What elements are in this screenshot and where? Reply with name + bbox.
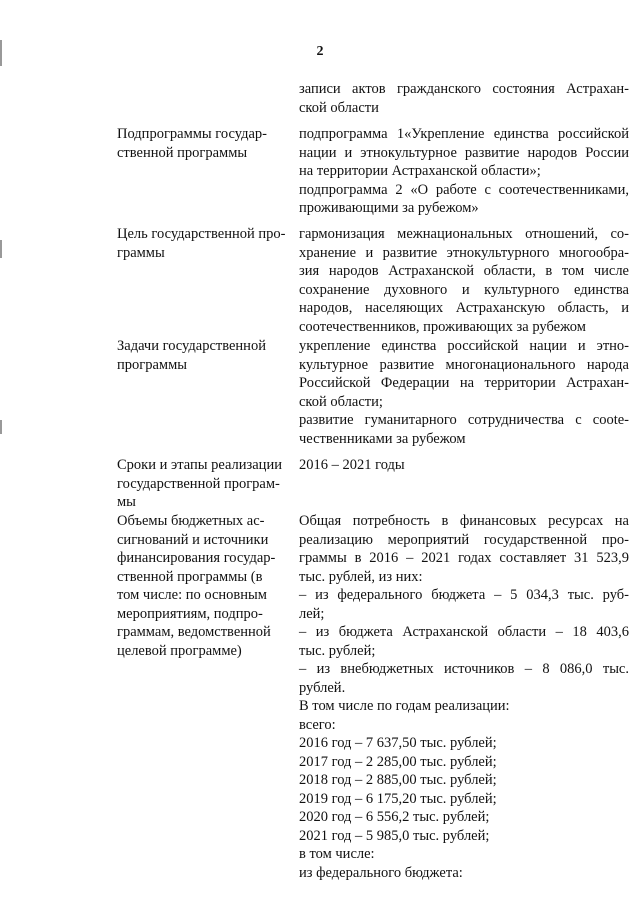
row-value — [299, 80, 629, 117]
value-line: укрепление единства российской нации и этно- — [299, 338, 629, 354]
label-line: целевой программе) — [117, 642, 242, 659]
value-line: рублей. — [299, 679, 346, 696]
label-line: Сроки и этапы реализации — [117, 457, 282, 473]
value-line: соотечественников, проживающих за рубежом — [299, 318, 586, 335]
row-value — [299, 337, 629, 448]
row-value — [299, 125, 629, 218]
value-line: Общая потребность в финансовых ресурсах на — [299, 513, 629, 529]
label-line: ственной программы (в — [117, 568, 263, 585]
label-line: Подпрограммы государ- — [117, 126, 267, 142]
value-line: – из внебюджетных источников – 8 086,0 тыс. — [299, 661, 629, 677]
value-line: Российской Федерации на территории Астрахан- — [299, 375, 629, 391]
label-line: финансирования государ- — [117, 550, 276, 566]
label-line: том числе: по основным — [117, 587, 267, 603]
row-label — [117, 225, 287, 262]
value-line: гармонизация межнациональных отношений, со- — [299, 226, 629, 242]
value-line: подпрограмма 2 «О работе с соотечественниками, — [299, 181, 629, 198]
value-line: В том числе по годам реализации: — [299, 698, 510, 714]
value-line: ской области; — [299, 393, 383, 410]
row-value — [299, 456, 629, 475]
row-label — [117, 125, 287, 162]
label-line: Задачи государственной — [117, 338, 266, 354]
value-line: ской области — [299, 99, 379, 116]
scan-edge-mark — [0, 40, 2, 66]
label-line: программы — [117, 356, 187, 373]
value-line: 2016 – 2021 годы — [299, 457, 405, 473]
value-line: проживающими за рубежом» — [299, 200, 479, 216]
value-line: всего: — [299, 716, 336, 733]
value-line: на территории Астраханской области»; — [299, 163, 541, 179]
value-line: в том числе: — [299, 846, 375, 862]
value-line: нации и этнокультурное развитие народов России — [299, 144, 629, 161]
row-label — [117, 337, 287, 374]
value-line: народов, населяющих Астраханскую область, и — [299, 300, 629, 316]
row-label — [117, 512, 287, 660]
label-line: ственной программы — [117, 144, 248, 161]
label-line: государственной програм- — [117, 475, 280, 492]
value-line: сохранение духовного и культурного единства — [299, 281, 629, 298]
value-line: 2019 год – 6 175,20 тыс. рублей; — [299, 790, 497, 807]
label-line: Объемы бюджетных ас- — [117, 513, 265, 529]
value-line: записи актов гражданского состояния Астрахан- — [299, 81, 629, 97]
page-number: 2 — [316, 44, 324, 59]
value-line: 2016 год – 7 637,50 тыс. рублей; — [299, 735, 497, 751]
value-line: 2021 год – 5 985,0 тыс. рублей; — [299, 827, 490, 844]
scan-edge-mark — [0, 240, 2, 258]
scan-edge-mark — [0, 420, 2, 434]
row-value — [299, 225, 629, 336]
value-line: тыс. рублей; — [299, 642, 376, 659]
label-line: граммы — [117, 244, 165, 261]
value-line: чественниками за рубежом — [299, 430, 466, 447]
value-line: хранение и развитие этнокультурного многообра- — [299, 244, 629, 261]
value-line: подпрограмма 1«Укрепление единства российской — [299, 126, 629, 142]
value-line: – из федерального бюджета – 5 034,3 тыс. руб- — [299, 587, 629, 603]
value-line: 2018 год – 2 885,00 тыс. рублей; — [299, 772, 497, 788]
value-line: лей; — [299, 605, 325, 622]
value-line: 2020 год – 6 556,2 тыс. рублей; — [299, 809, 490, 825]
value-line: зия народов Астраханской области, в том числе — [299, 263, 629, 279]
label-line: мы — [117, 494, 136, 510]
value-line: граммы в 2016 – 2021 годах составляет 31 523,9 — [299, 550, 629, 566]
row-label — [117, 456, 287, 512]
label-line: мероприятиям, подпро- — [117, 605, 263, 622]
value-line: культурное развитие многонационального народа — [299, 356, 629, 373]
label-line: сигнований и источники — [117, 531, 269, 548]
value-line: развитие гуманитарного сотрудничества с соote- — [299, 412, 629, 428]
row-value — [299, 512, 629, 882]
value-line: из федерального бюджета: — [299, 864, 463, 881]
label-line: граммам, ведомственной — [117, 624, 271, 640]
label-line: Цель государственной про- — [117, 226, 286, 242]
value-line: – из бюджета Астраханской области – 18 403,6 — [299, 624, 629, 640]
value-line: 2017 год – 2 285,00 тыс. рублей; — [299, 753, 497, 770]
value-line: реализацию мероприятий государственной про- — [299, 531, 629, 548]
value-line: тыс. рублей, из них: — [299, 568, 423, 585]
